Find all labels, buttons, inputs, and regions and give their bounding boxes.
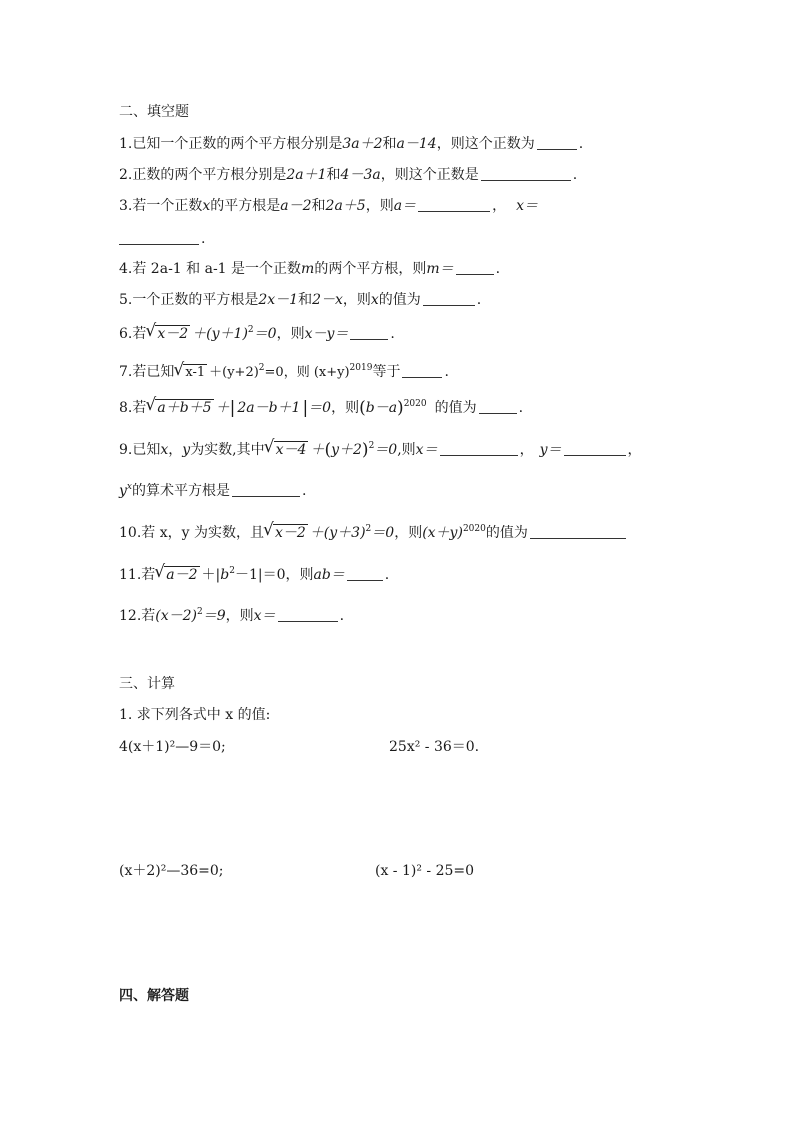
question-9 bbox=[119, 440, 642, 460]
question-number: 6. bbox=[119, 326, 133, 342]
question-number: 3. bbox=[119, 198, 133, 214]
question-text: . bbox=[302, 483, 307, 499]
exponent: 2 bbox=[197, 607, 203, 617]
math-variable: y bbox=[119, 483, 127, 499]
exponent: 2 bbox=[258, 363, 265, 373]
square-root bbox=[265, 440, 309, 460]
question-text: 和 bbox=[311, 198, 326, 214]
paren-left: ( bbox=[359, 398, 366, 418]
exponent: 2 bbox=[247, 325, 254, 335]
question-text: ，则 bbox=[394, 525, 423, 541]
math-expression: (x＋y) bbox=[422, 525, 463, 541]
question-text: 等于 bbox=[372, 364, 401, 380]
math-expression: ＝9 bbox=[202, 608, 226, 624]
question-text: 若 x，y 为实数，且 bbox=[141, 525, 264, 541]
math-variable: x bbox=[202, 198, 211, 214]
equation-1: 4(x＋1)²—9＝0; bbox=[119, 739, 226, 755]
question-text: . bbox=[476, 292, 482, 308]
question-number: 1. bbox=[119, 136, 133, 152]
question-number: 8. bbox=[119, 400, 133, 416]
question-text: ，则 bbox=[285, 567, 314, 583]
question-3 bbox=[119, 196, 538, 216]
section-title-fill-blank: 二、填空题 bbox=[119, 104, 189, 120]
math-expression: ＝0 bbox=[371, 525, 395, 541]
question-text: ， bbox=[519, 442, 534, 458]
question-1 bbox=[119, 134, 583, 154]
question-text: 为实数,其中 bbox=[190, 442, 265, 458]
math-expression: a＝ bbox=[393, 198, 417, 214]
math-expression: ＝0 bbox=[253, 326, 277, 342]
question-text: 若 2a-1 和 a-1 是一个正数 bbox=[132, 261, 302, 277]
question-text: . bbox=[390, 326, 395, 342]
question-text: ，则这个正数为 bbox=[436, 136, 535, 152]
question-text: 的算术平方根是 bbox=[132, 483, 230, 499]
answer-blank[interactable] bbox=[479, 401, 517, 414]
math-expression: y＋2 bbox=[331, 442, 362, 458]
math-expression: x＝ bbox=[516, 198, 538, 214]
question-text: 一个正数的平方根是 bbox=[132, 292, 259, 308]
answer-blank[interactable] bbox=[119, 232, 199, 245]
question-text: 若 bbox=[141, 567, 156, 583]
question-text: ， bbox=[492, 198, 507, 214]
question-text: 正数的两个平方根分别是 bbox=[132, 167, 287, 183]
question-7 bbox=[119, 362, 449, 383]
question-text: 已知 bbox=[132, 442, 161, 458]
math-expression: a－14 bbox=[396, 136, 437, 152]
radicand: x－2 bbox=[157, 326, 189, 342]
math-expression: ＋(y＋3) bbox=[309, 525, 366, 541]
answer-blank[interactable] bbox=[530, 526, 626, 539]
math-variable: x bbox=[370, 292, 379, 308]
question-text: 若 bbox=[141, 608, 156, 624]
question-number: 7. bbox=[119, 364, 133, 380]
question-9-continued bbox=[119, 481, 306, 501]
math-expression: ＋ bbox=[310, 442, 325, 458]
math-expression: =0，则 (x+y) bbox=[264, 365, 350, 380]
radicand: x-1 bbox=[185, 365, 206, 380]
math-expression: m＝ bbox=[426, 261, 454, 277]
answer-blank[interactable] bbox=[537, 137, 577, 150]
math-expression: ＝0 bbox=[308, 400, 332, 416]
calc-question-1: 1. 求下列各式中 x 的值: bbox=[119, 707, 271, 723]
question-text: ，则 bbox=[331, 400, 360, 416]
question-text: 的值为 bbox=[485, 525, 528, 541]
question-text: 和 bbox=[382, 136, 397, 152]
math-expression: ab＝ bbox=[313, 567, 345, 583]
square-root bbox=[174, 363, 207, 383]
question-number: 4. bbox=[119, 261, 133, 277]
equation-2: 25x² - 36＝0. bbox=[389, 739, 480, 755]
question-text: 的值为 bbox=[434, 400, 477, 416]
math-expression: 2a＋1 bbox=[286, 167, 327, 183]
math-expression: ＝0 bbox=[374, 442, 398, 458]
question-text: 若 bbox=[132, 400, 147, 416]
abs-bar-left: | bbox=[229, 398, 236, 418]
question-number: 11. bbox=[119, 567, 142, 583]
question-text: . bbox=[201, 231, 206, 247]
question-text: . bbox=[495, 261, 501, 277]
math-expression: x＝ bbox=[253, 608, 276, 624]
question-text: ，则 bbox=[225, 608, 254, 624]
question-text: 的值为 bbox=[378, 292, 421, 308]
math-expression: ＋(y+2) bbox=[209, 365, 259, 380]
question-text: . bbox=[384, 567, 390, 583]
question-text: ，则 bbox=[342, 292, 371, 308]
question-3-continued bbox=[119, 229, 205, 249]
exponent: 2 bbox=[229, 566, 235, 576]
question-4 bbox=[119, 259, 500, 279]
exponent: 2 bbox=[365, 524, 372, 534]
square-root bbox=[146, 324, 190, 344]
question-text: . bbox=[578, 136, 584, 152]
question-number: 9. bbox=[119, 442, 133, 458]
section-title-answers: 四、解答题 bbox=[119, 988, 189, 1004]
question-6 bbox=[119, 324, 395, 344]
exponent: 2019 bbox=[349, 363, 373, 373]
question-10 bbox=[119, 523, 628, 543]
question-number: 5. bbox=[119, 292, 133, 308]
equation-3: (x＋2)²—36=0; bbox=[119, 863, 224, 879]
equation-4: (x - 1)² - 25=0 bbox=[375, 863, 475, 879]
question-text: ,则 bbox=[397, 442, 416, 458]
math-expression: 3a＋2 bbox=[342, 136, 383, 152]
question-5 bbox=[119, 290, 481, 310]
answer-blank[interactable] bbox=[418, 199, 490, 212]
question-8 bbox=[119, 398, 523, 418]
exponent: 2020 bbox=[462, 524, 486, 534]
math-expression: x＝ bbox=[415, 442, 438, 458]
math-expression: ＋| bbox=[201, 567, 221, 583]
question-text: 若已知 bbox=[132, 364, 175, 380]
question-text: ，则 bbox=[276, 326, 305, 342]
question-text: 和 bbox=[326, 167, 341, 183]
math-variable: m bbox=[301, 261, 315, 277]
question-text: ， bbox=[627, 442, 642, 458]
question-number: 2. bbox=[119, 167, 133, 183]
math-expression: 2x－1 bbox=[258, 292, 299, 308]
answer-blank[interactable] bbox=[232, 484, 300, 497]
exponent: 2020 bbox=[403, 399, 427, 409]
math-expression: ＋ bbox=[215, 400, 230, 416]
math-expression: a－2 bbox=[280, 198, 312, 214]
paren-right: ) bbox=[397, 398, 404, 418]
math-expression: b－a bbox=[365, 400, 398, 416]
question-text: . bbox=[339, 608, 345, 624]
radicand: x－4 bbox=[275, 442, 307, 458]
question-number: 12. bbox=[119, 608, 142, 624]
paren-left: ( bbox=[324, 440, 332, 460]
question-text: 的两个平方根，则 bbox=[314, 261, 427, 277]
square-root bbox=[146, 398, 213, 418]
question-text: 和 bbox=[298, 292, 313, 308]
exponent: 2 bbox=[368, 441, 375, 451]
math-variable: x bbox=[160, 442, 169, 458]
question-text: ，则 bbox=[365, 198, 394, 214]
absolute-value: 2a－b＋1 bbox=[237, 400, 301, 416]
answer-blank[interactable] bbox=[440, 443, 518, 456]
question-text: 的平方根是 bbox=[210, 198, 281, 214]
math-expression: ＋(y＋1) bbox=[192, 326, 248, 342]
radicand: x－2 bbox=[274, 525, 306, 541]
question-text: . bbox=[518, 400, 524, 416]
answer-blank[interactable] bbox=[347, 568, 383, 581]
abs-bar-right: | bbox=[302, 398, 309, 418]
math-expression: (x－2) bbox=[155, 608, 197, 624]
radicand: a＋b＋5 bbox=[157, 400, 212, 416]
answer-blank[interactable] bbox=[564, 443, 626, 456]
question-text: ，则这个正数是 bbox=[380, 167, 479, 183]
math-expression: y＝ bbox=[539, 442, 562, 458]
answer-blank[interactable] bbox=[456, 262, 494, 275]
question-12 bbox=[119, 606, 344, 626]
section-title-calculation: 三、计算 bbox=[119, 676, 175, 692]
question-text: ， bbox=[168, 442, 183, 458]
answer-blank[interactable] bbox=[481, 168, 571, 181]
paren-right: ) bbox=[361, 440, 369, 460]
math-expression: 2a＋5 bbox=[325, 198, 366, 214]
question-11 bbox=[119, 565, 389, 585]
square-root bbox=[264, 523, 308, 543]
question-number: 10. bbox=[119, 525, 142, 541]
question-text: 若 bbox=[132, 326, 147, 342]
math-variable: y bbox=[182, 442, 191, 458]
radicand: a－2 bbox=[166, 567, 198, 583]
answer-blank[interactable] bbox=[278, 609, 338, 622]
math-expression: －1|＝0 bbox=[234, 567, 286, 583]
answer-blank[interactable] bbox=[350, 327, 388, 340]
question-text: . bbox=[572, 167, 578, 183]
math-expression: x－y＝ bbox=[304, 326, 349, 342]
question-text: 已知一个正数的两个平方根分别是 bbox=[132, 136, 343, 152]
math-expression: 4－3a bbox=[340, 167, 381, 183]
math-variable: b bbox=[220, 567, 230, 583]
square-root bbox=[155, 565, 199, 585]
question-text: . bbox=[444, 364, 449, 380]
answer-blank[interactable] bbox=[402, 365, 442, 378]
question-2 bbox=[119, 165, 577, 185]
question-text: 若一个正数 bbox=[132, 198, 203, 214]
math-expression: 2－x bbox=[312, 292, 343, 308]
answer-blank[interactable] bbox=[423, 293, 475, 306]
exponent: x bbox=[126, 482, 132, 492]
